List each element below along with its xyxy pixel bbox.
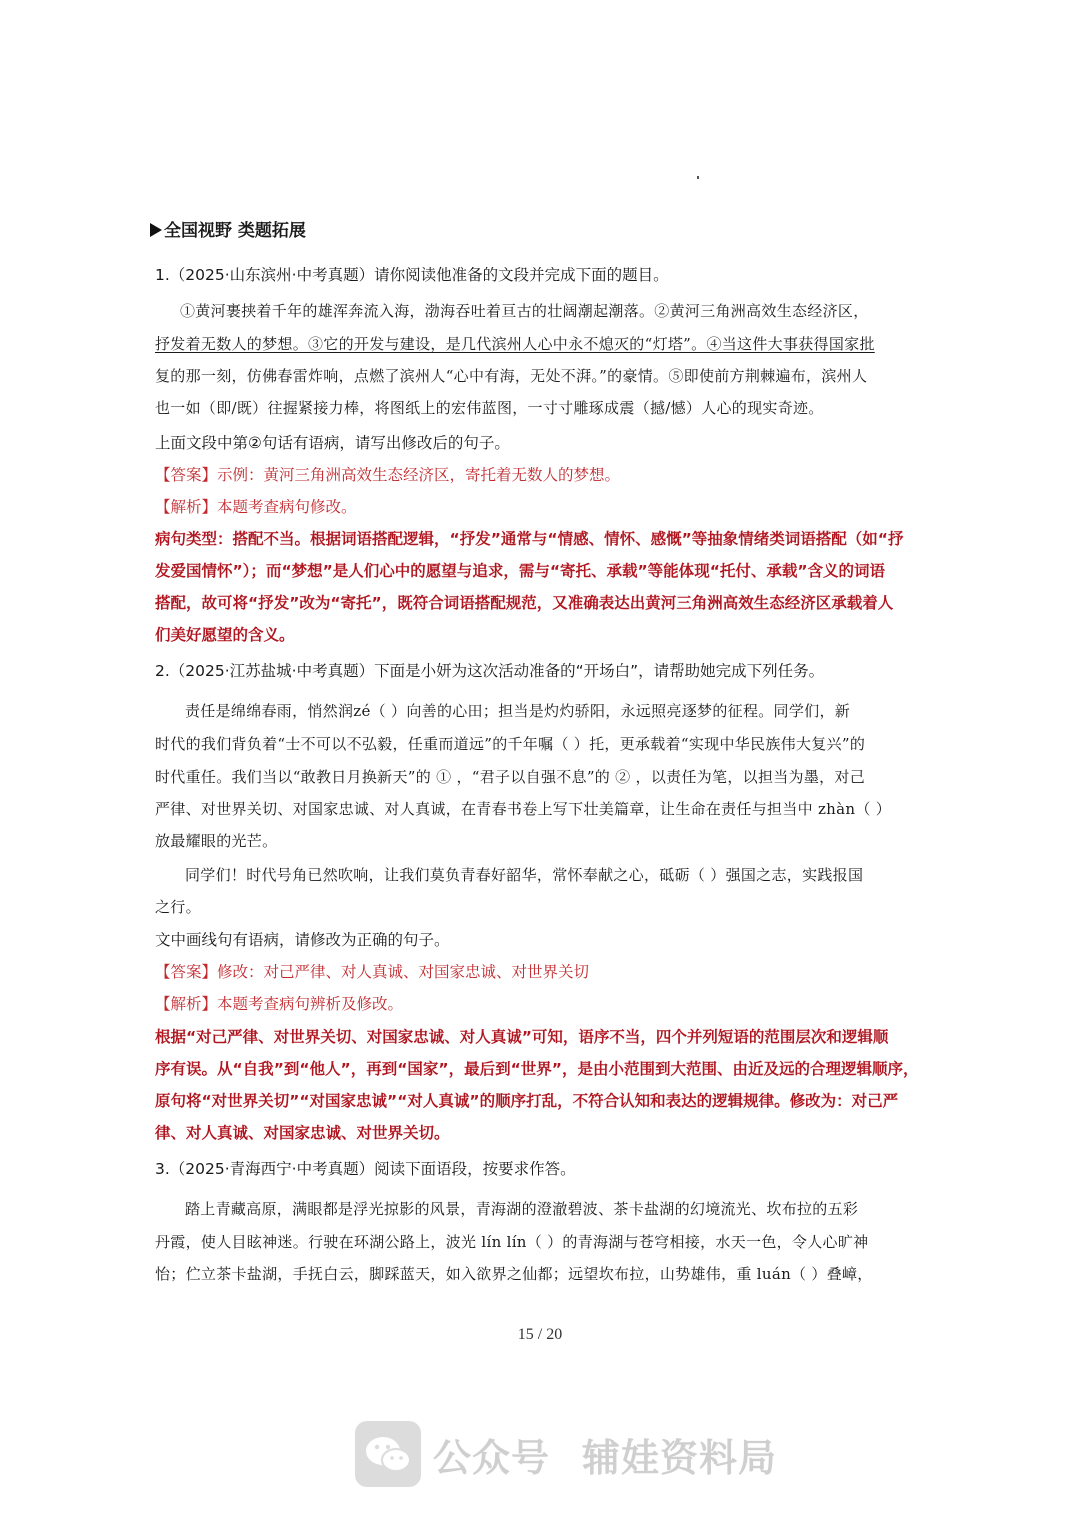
q2-para-line: 时代的我们背负着“士不可以不弘毅，任重而道远”的千年嘱（ ）托，更承载着“实现中华民族伟大复兴”的 bbox=[155, 735, 866, 753]
q2-answer: 【答案】修改：对己严律、对人真诚、对国家忠诚、对世界关切 bbox=[155, 963, 590, 981]
q3-para-line: 踏上青藏高原，满眼都是浮光掠影的风景，青海湖的澄澈碧波、茶卡盐湖的幻境流光、坎布拉的五彩 bbox=[185, 1200, 859, 1218]
q2-explain-line: 原句将“对世界关切”“对国家忠诚”“对人真诚”的顺序打乱，不符合认知和表达的逻辑规律。修改为：对己严 bbox=[155, 1092, 899, 1110]
q2-para-line: 时代重任。我们当以“敢教日月换新天”的 ① ，“君子以自强不息”的 ② ，以责任为笔，以担当为墨，对己 bbox=[155, 768, 866, 786]
q2-explain-line: 律、对人真诚、对国家忠诚、对世界关切。 bbox=[155, 1124, 450, 1142]
q2-para-line: 之行。 bbox=[155, 898, 201, 916]
q2-analysis: 【解析】本题考查病句辨析及修改。 bbox=[155, 995, 404, 1013]
wechat-logo-icon bbox=[355, 1421, 421, 1487]
q1-explain-line: 们美好愿望的含义。 bbox=[155, 626, 295, 644]
q1-header: 1.（2025·山东滨州·中考真题）请你阅读他准备的文段并完成下面的题目。 bbox=[155, 266, 669, 284]
q1-answer: 【答案】示例：黄河三角洲高效生态经济区，寄托着无数人的梦想。 bbox=[155, 466, 621, 484]
q1-para-line: 也一如（即/既）往握紧接力棒，将图纸上的宏伟蓝图，一寸寸雕琢成震（撼/憾）人心的现实奇迹。 bbox=[155, 399, 824, 417]
q2-para-line: 严律、对世界关切、对国家忠诚、对人真诚，在青春书卷上写下壮美篇章，让生命在责任与担当中 zhàn（ ） bbox=[155, 800, 892, 818]
q3-para-line: 丹霞，使人目眩神迷。行驶在环湖公路上，波光 lín lín（ ）的青海湖与苍穹相接，水天一色，令人心旷神 bbox=[155, 1233, 869, 1251]
section-title: 全国视野 类题拓展 bbox=[150, 216, 306, 241]
q2-explain-line: 根据“对己严律、对世界关切、对国家忠诚、对人真诚”可知，语序不当，四个并列短语的范围层次和逻辑顺 bbox=[155, 1028, 889, 1046]
q1-analysis: 【解析】本题考查病句修改。 bbox=[155, 498, 357, 516]
q2-para-line: 责任是绵绵春雨，悄然润zé（ ）向善的心田；担当是灼灼骄阳，永远照亮逐梦的征程。同学们，新 bbox=[185, 702, 851, 720]
watermark bbox=[355, 1414, 777, 1494]
q2-question: 文中画线句有语病，请修改为正确的句子。 bbox=[155, 931, 450, 949]
q3-para-line: 怡；伫立茶卡盐湖，手抚白云，脚踩蓝天，如入欲界之仙都；远望坎布拉，山势雄伟，重 luán（ ）叠嶂， bbox=[155, 1265, 873, 1283]
q2-explain-line: 序有误。从“自我”到“他人”，再到“国家”，最后到“世界”，是由小范围到大范围、由近及远的合理逻辑顺序， bbox=[155, 1060, 919, 1078]
q1-para-line: ①黄河裹挟着千年的雄浑奔流入海，渤海吞吐着亘古的壮阔潮起潮落。②黄河三角洲高效生态经济区， bbox=[180, 302, 869, 320]
page-number: 15 / 20 bbox=[517, 1326, 563, 1343]
q2-para-line: 同学们！时代号角已然吹响，让我们莫负青春好韶华，常怀奉献之心，砥砺（ ）强国之志，实践报国 bbox=[185, 866, 864, 884]
q1-question: 上面文段中第②句话有语病，请写出修改后的句子。 bbox=[155, 434, 510, 452]
q2-header: 2.（2025·江苏盐城·中考真题）下面是小妍为这次活动准备的“开场白”，请帮助她完成下列任务。 bbox=[155, 662, 825, 680]
q3-header: 3.（2025·青海西宁·中考真题）阅读下面语段，按要求作答。 bbox=[155, 1160, 576, 1178]
watermark-label: 公众号 bbox=[433, 1435, 551, 1480]
speck bbox=[697, 176, 699, 179]
q1-para-line: 复的那一刻，仿佛春雷炸响，点燃了滨州人“心中有海，无处不湃。”的豪情。⑤即使前方荆棘遍布，滨州人 bbox=[155, 367, 868, 385]
watermark-name: 辅娃资料局 bbox=[582, 1435, 778, 1480]
q1-explain-line: 病句类型：搭配不当。根据词语搭配逻辑，“抒发”通常与“情感、情怀、感慨”等抽象情绪类词语搭配（如“抒 bbox=[155, 530, 904, 548]
q1-para-line: 抒发着无数人的梦想。③它的开发与建设，是几代滨州人心中永不熄灭的“灯塔”。④当这件大事获得国家批 bbox=[155, 335, 875, 353]
q1-explain-line: 发爱国情怀”）；而“梦想”是人们心中的愿望与追求，需与“寄托、承载”等能体现“托付、承载”含义的词语 bbox=[155, 562, 886, 580]
q2-para-line: 放最耀眼的光芒。 bbox=[155, 832, 278, 850]
triangle-marker-icon bbox=[150, 223, 162, 237]
q1-explain-line: 搭配，故可将“抒发”改为“寄托”，既符合词语搭配规范，又准确表达出黄河三角洲高效生态经济区承载着人 bbox=[155, 594, 894, 612]
